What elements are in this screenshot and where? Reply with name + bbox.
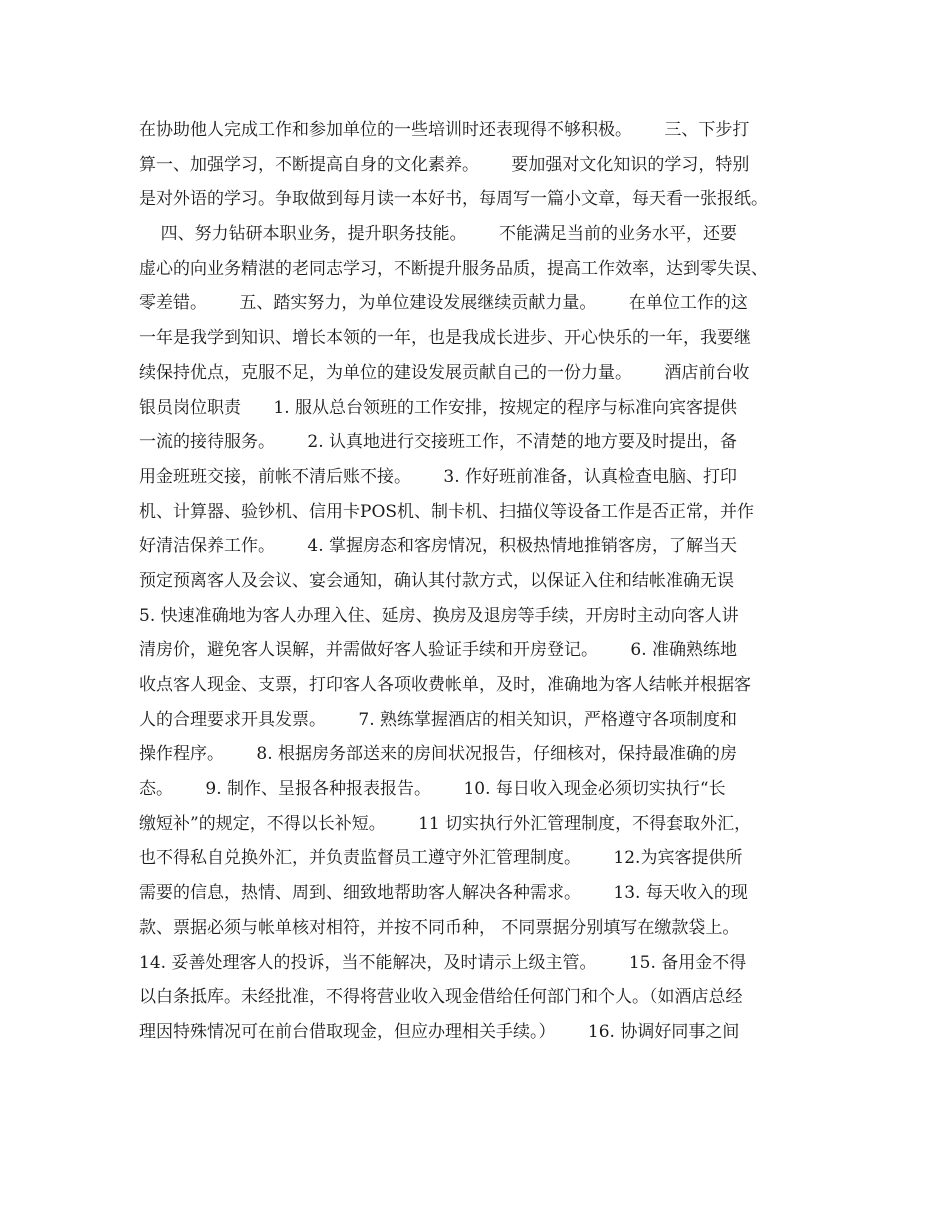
text-line: 一年是我学到知识、增长本领的一年，也是我成长进步、开心快乐的一年，我要继 xyxy=(139,328,751,349)
text-line: 是对外语的学习。争取做到每月读一本好书，每周写一篇小文章，每天看一张报纸。 xyxy=(139,189,768,210)
text-line: 清房价，避免客人误解，并需做好客人验证手续和开房登记。 6. 准确熟练地 xyxy=(139,640,738,661)
text-line: 预定预离客人及会议、宴会通知，确认其付款方式，以保证入住和结帐准确无误 xyxy=(139,570,734,591)
text-line: 在协助他人完成工作和参加单位的一些培训时还表现得不够积极。 三、下步打 xyxy=(139,120,750,140)
text-line: 缴短补”的规定，不得以长补短。 11 切实执行外汇管理制度，不得套取外汇， xyxy=(139,813,752,834)
text-line: 好清洁保养工作。 4. 掌握房态和客房情况，积极热情地推销客房，了解当天 xyxy=(139,536,738,557)
text-line: 5. 快速准确地为客人办理入住、延房、换房及退房等手续，开房时主动向客人讲 xyxy=(139,605,739,626)
text-line: 也不得私自兑换外汇，并负责监督员工遵守外汇管理制度。 12.为宾客提供所 xyxy=(139,848,743,869)
text-line: 操作程序。 8. 根据房务部送来的房间状况报告，仔细核对，保持最准确的房 xyxy=(139,744,738,765)
text-line: 款、票据必须与帐单核对相符，并按不同币种， 不同票据分别填写在缴款袋上。 xyxy=(139,917,740,938)
document-body xyxy=(139,113,819,1050)
text-line: 14. 妥善处理客人的投诉，当不能解决，及时请示上级主管。 15. 备用金不得 xyxy=(139,952,747,973)
text-line: 算一、加强学习，不断提高自身的文化素养。 要加强对文化知识的学习，特别 xyxy=(139,154,750,175)
text-line: 一流的接待服务。 2. 认真地进行交接班工作，不清楚的地方要及时提出，备 xyxy=(139,432,738,453)
text-line: 零差错。 五、踏实努力，为单位建设发展继续贡献力量。 在单位工作的这 xyxy=(139,293,748,314)
text-line: 态。 9. 制作、呈报各种报表报告。 10. 每日收入现金必须切实执行“长 xyxy=(139,779,726,800)
text-line: 银员岗位职责 1. 服从总台领班的工作安排，按规定的程序与标准向宾客提供 xyxy=(139,397,738,418)
text-line: 机、计算器、验钞机、信用卡POS机、制卡机、扫描仪等设备工作是否正常，并作 xyxy=(139,501,755,522)
text-line: 人的合理要求开具发票。 7. 熟练掌握酒店的相关知识，严格遵守各项制度和 xyxy=(139,709,738,730)
text-line: 以白条抵库。未经批准，不得将营业收入现金借给任何部门和个人。（如酒店总经 xyxy=(139,987,743,1008)
text-line: 理因特殊情况可在前台借取现金，但应办理相关手续。） 16. 协调好同事之间 xyxy=(139,1021,740,1042)
text-line: 用金班班交接，前帐不清后账不接。 3. 作好班前准备，认真检查电脑、打印 xyxy=(139,466,738,487)
text-line: 收点客人现金、支票，打印客人各项收费帐单，及时，准确地为客人结帐并根据客 xyxy=(139,675,751,695)
text-line: 需要的信息，热情、周到、细致地帮助客人解决各种需求。 13. 每天收入的现 xyxy=(139,883,748,904)
text-line: 续保持优点，克服不足，为单位的建设发展贡献自己的一份力量。 酒店前台收 xyxy=(139,362,750,383)
text-line: 四、努力钻研本职业务，提升职务技能。 不能满足当前的业务水平，还要 xyxy=(139,224,738,245)
text-line: 虚心的向业务精湛的老同志学习，不断提升服务品质，提高工作效率，达到零失误、 xyxy=(139,258,768,279)
